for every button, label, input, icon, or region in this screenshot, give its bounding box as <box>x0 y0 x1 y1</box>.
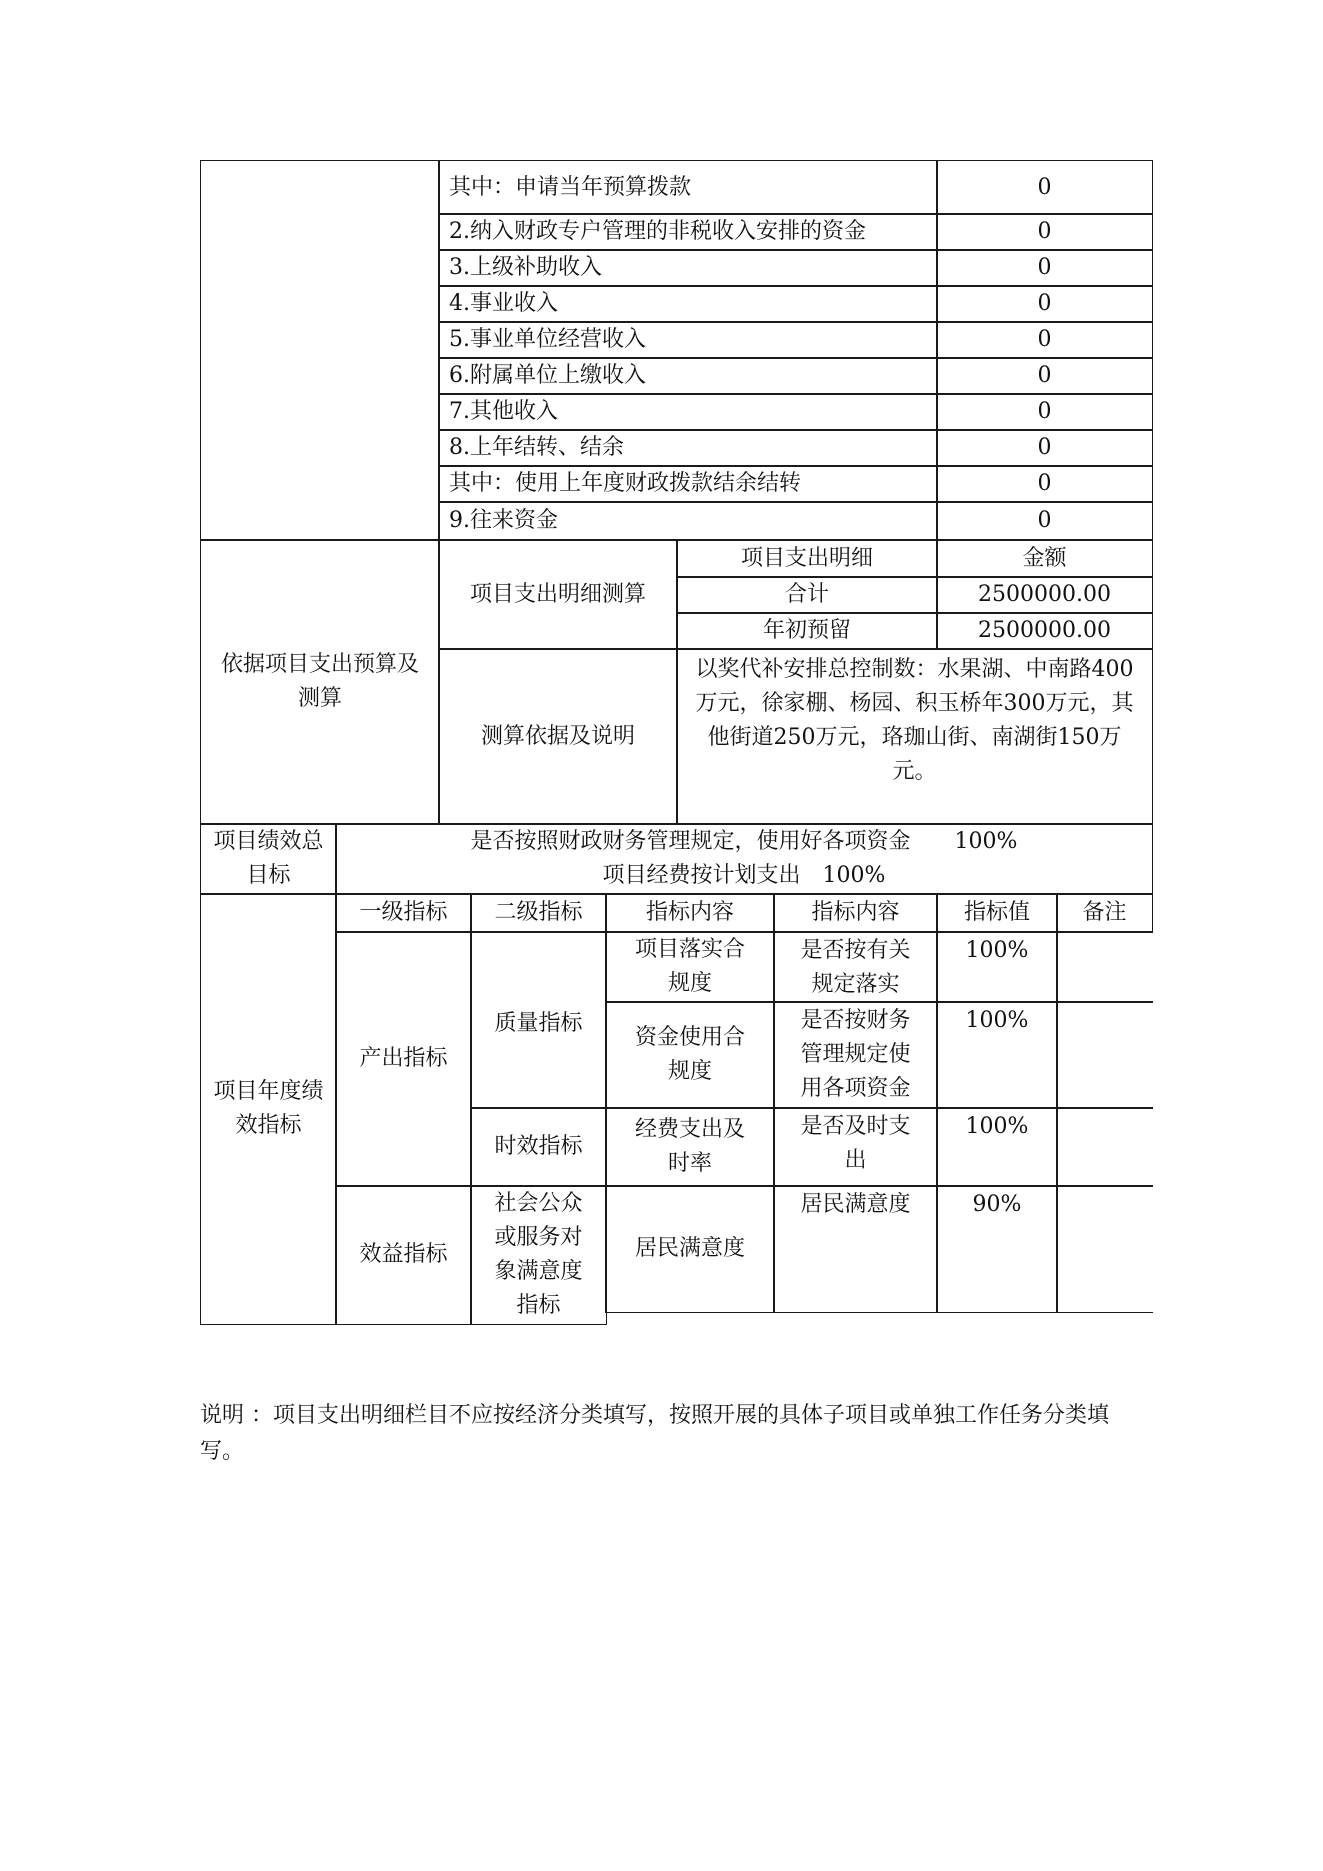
annual-indicators-label: 项目年度绩效指标 <box>200 893 337 1325</box>
funding-row-value: 0 <box>936 213 1153 251</box>
funding-row-value: 0 <box>936 249 1153 287</box>
funding-row-label: 9.往来资金 <box>438 501 938 541</box>
level1-benefit: 效益指标 <box>335 1185 472 1325</box>
level1-output: 产出指标 <box>335 931 472 1187</box>
budget-basis-text: 以奖代补安排总控制数：水果湖、中南路400万元，徐家棚、杨园、积玉桥年300万元，其他街道250万元，珞珈山街、南湖街150万元。 <box>676 648 1153 825</box>
budget-section-label: 依据项目支出预算及测算 <box>200 539 440 825</box>
funding-row-value: 0 <box>936 393 1153 431</box>
budget-header-item: 项目支出明细 <box>676 539 938 578</box>
funding-row-label: 7.其他收入 <box>438 393 938 431</box>
indicator-detail: 是否按财务管理规定使用各项资金 <box>773 1001 938 1109</box>
footnote: 说明 ：项目支出明细栏目不应按经济分类填写，按照开展的具体子项目或单独工作任务分类填写。 <box>200 1403 1109 1464</box>
budget-row-item: 合计 <box>676 576 938 614</box>
funding-row-value: 0 <box>936 465 1153 503</box>
funding-row-label: 4.事业收入 <box>438 285 938 323</box>
budget-detail-label: 项目支出明细测算 <box>438 539 678 650</box>
funding-row-value: 0 <box>936 357 1153 395</box>
level2-satisfaction: 社会公众或服务对象满意度指标 <box>470 1185 607 1325</box>
funding-row-label: 3.上级补助收入 <box>438 249 938 287</box>
indicator-remark <box>1056 1107 1153 1187</box>
indicator-value: 100% <box>936 1001 1058 1109</box>
indicator-content: 资金使用合规度 <box>605 1001 775 1109</box>
indicator-header: 指标内容 <box>773 893 938 933</box>
funding-row-value: 0 <box>936 321 1153 359</box>
level2-quality: 质量指标 <box>470 931 607 1109</box>
indicator-header: 指标内容 <box>605 893 775 933</box>
overall-goal-content <box>335 823 1153 895</box>
indicator-value: 90% <box>936 1185 1058 1313</box>
funding-row-label: 6.附属单位上缴收入 <box>438 357 938 395</box>
budget-row-amount: 2500000.00 <box>936 576 1153 614</box>
funding-row-label: 其中：使用上年度财政拨款结余结转 <box>438 465 938 503</box>
funding-row-label: 5.事业单位经营收入 <box>438 321 938 359</box>
budget-row-amount: 2500000.00 <box>936 612 1153 650</box>
funding-row-label: 8.上年结转、结余 <box>438 429 938 467</box>
indicator-content: 经费支出及时率 <box>605 1107 775 1187</box>
indicator-detail: 居民满意度 <box>773 1185 938 1313</box>
funding-row-value: 0 <box>936 160 1153 215</box>
funding-row-label: 2.纳入财政专户管理的非税收入安排的资金 <box>438 213 938 251</box>
indicator-remark <box>1056 1185 1153 1313</box>
indicator-remark <box>1056 1001 1153 1109</box>
indicator-remark <box>1056 931 1153 1003</box>
funding-row-value: 0 <box>936 501 1153 541</box>
indicator-detail: 是否按有关规定落实 <box>773 931 938 1003</box>
overall-goal-line2: 项目经费按计划支出 100% <box>602 863 886 888</box>
budget-header-amount: 金额 <box>936 539 1153 578</box>
indicator-value: 100% <box>936 1107 1058 1187</box>
indicator-header: 指标值 <box>936 893 1058 933</box>
indicator-header: 一级指标 <box>335 893 472 933</box>
funding-left-blank <box>200 160 440 541</box>
indicator-content: 居民满意度 <box>605 1185 775 1313</box>
funding-row-value: 0 <box>936 285 1153 323</box>
indicator-value: 100% <box>936 931 1058 1003</box>
funding-row-label: 其中：申请当年预算拨款 <box>438 160 938 215</box>
budget-basis-label: 测算依据及说明 <box>438 648 678 825</box>
indicator-header: 二级指标 <box>470 893 607 933</box>
level2-timeliness: 时效指标 <box>470 1107 607 1187</box>
budget-row-item: 年初预留 <box>676 612 938 650</box>
funding-row-value: 0 <box>936 429 1153 467</box>
overall-goal-label: 项目绩效总目标 <box>200 823 337 895</box>
indicator-detail: 是否及时支出 <box>773 1107 938 1187</box>
indicator-header: 备注 <box>1056 893 1153 933</box>
overall-goal-line1: 是否按照财政财务管理规定，使用好各项资金 100% <box>470 829 1018 854</box>
indicator-content: 项目落实合规度 <box>605 931 775 1003</box>
